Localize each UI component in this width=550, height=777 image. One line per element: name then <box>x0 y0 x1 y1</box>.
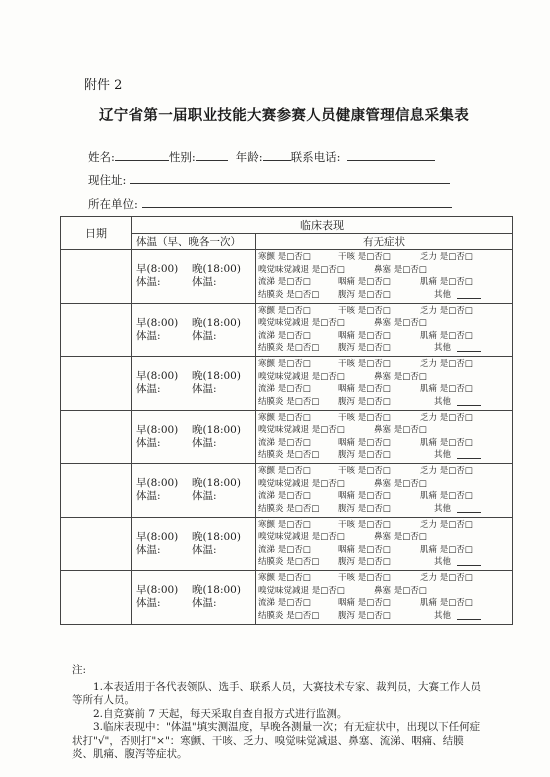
symptom-line <box>258 305 512 318</box>
morning-temp-label: 体温: <box>136 490 161 503</box>
symptom-item[interactable]: 嗅觉味觉减退 是□否□ <box>258 425 345 435</box>
morning-time-label: 早(8:00) <box>136 477 179 490</box>
evening-temp-label: 体温: <box>192 329 217 342</box>
symptom-item[interactable]: 腹泻 是□否□ <box>338 396 391 407</box>
evening-time-label: 晚(18:00) <box>192 370 241 383</box>
symptom-line <box>258 572 512 585</box>
symptom-item[interactable]: 肌痛 是□否□ <box>420 598 473 608</box>
evening-temp <box>192 584 241 610</box>
evening-temp <box>192 531 241 557</box>
symptom-item[interactable]: 干咳 是□否□ <box>338 359 391 369</box>
morning-time-label: 早(8:00) <box>136 316 179 329</box>
morning-time-label: 早(8:00) <box>136 584 179 597</box>
evening-temp-label: 体温: <box>192 383 217 396</box>
symptom-item[interactable]: 咽痛 是□否□ <box>338 437 391 448</box>
symptom-line <box>258 531 512 544</box>
symptom-line <box>258 437 512 450</box>
morning-time-label: 早(8:00) <box>136 530 179 543</box>
morning-temp <box>136 263 192 289</box>
date-cell[interactable] <box>61 464 132 518</box>
address-label: 现住址: <box>88 173 127 187</box>
table-row <box>61 571 513 625</box>
symptom-line <box>258 519 512 532</box>
symptom-item[interactable]: 结膜炎 是□否□ <box>258 557 320 567</box>
symptom-item[interactable]: 结膜炎 是□否□ <box>258 450 320 460</box>
evening-temp <box>192 424 241 450</box>
symptom-cell[interactable] <box>256 571 513 625</box>
symptom-item[interactable]: 其他 <box>434 343 452 353</box>
symptom-line <box>258 597 512 610</box>
symptom-item[interactable]: 肌痛 是□否□ <box>420 437 473 448</box>
evening-time-label: 晚(18:00) <box>192 477 241 490</box>
symptom-item[interactable]: 流涕 是□否□ <box>258 544 311 555</box>
symptom-item[interactable]: 其他 <box>434 610 452 621</box>
note-item: 3.临床表现中："体温"填实测温度，早晚各测量一次；有无症状中，出现以下任何症状打"√"，否则打"×"：寒颤、干咳、乏力、嗅觉味觉减退、鼻塞、流涕、咽痛、结膜炎、肌痛、腹泻等症状。 <box>72 721 481 760</box>
symptom-item[interactable]: 肌痛 是□否□ <box>420 384 473 394</box>
symptom-item[interactable]: 肌痛 是□否□ <box>420 330 473 341</box>
symptom-item[interactable]: 其他 <box>434 557 452 567</box>
table-row <box>61 250 513 304</box>
symptom-item[interactable]: 肌痛 是□否□ <box>420 491 473 501</box>
symptom-item[interactable]: 寒颤 是□否□ <box>258 412 311 423</box>
morning-time-label: 早(8:00) <box>136 370 179 383</box>
evening-time-label: 晚(18:00) <box>192 263 241 276</box>
date-cell[interactable] <box>61 303 132 357</box>
symptom-line <box>258 544 512 557</box>
temperature-cell[interactable] <box>132 303 256 357</box>
page-title: 辽宁省第一届职业技能大赛参赛人员健康管理信息采集表 <box>99 107 469 124</box>
evening-temp <box>192 477 241 503</box>
morning-time-label: 早(8:00) <box>136 423 179 436</box>
symptom-item[interactable]: 结膜炎 是□否□ <box>258 343 320 353</box>
note-item: 1.本表适用于各代表领队、选手、联系人员，大赛技术专家、裁判员，大赛工作人员等所有人员。 <box>72 680 482 706</box>
symptom-header: 有无症状 <box>256 234 513 250</box>
name-field[interactable] <box>115 149 169 161</box>
symptom-line <box>258 317 512 330</box>
symptom-line <box>258 264 512 277</box>
symptom-item[interactable]: 鼻塞 是□否□ <box>374 371 427 382</box>
symptom-line <box>258 503 512 516</box>
symptom-line <box>258 412 512 425</box>
symptom-item[interactable]: 鼻塞 是□否□ <box>374 585 427 596</box>
symptom-item[interactable]: 乏力 是□否□ <box>420 519 473 530</box>
evening-temp-label: 体温: <box>192 436 217 449</box>
symptom-cell[interactable] <box>256 303 513 357</box>
symptom-cell[interactable] <box>256 410 513 464</box>
unit-label: 所在单位: <box>88 197 138 211</box>
symptom-item[interactable]: 流涕 是□否□ <box>258 491 311 501</box>
temperature-cell[interactable] <box>132 464 256 518</box>
unit-row <box>88 196 452 212</box>
notes-section <box>72 664 482 762</box>
symptom-item[interactable]: 干咳 是□否□ <box>338 519 391 530</box>
symptom-line <box>258 251 512 264</box>
symptom-item[interactable]: 鼻塞 是□否□ <box>374 478 427 489</box>
evening-temp <box>192 317 241 343</box>
symptom-item[interactable]: 干咳 是□否□ <box>338 466 391 476</box>
address-row <box>88 172 450 188</box>
symptom-item[interactable]: 嗅觉味觉减退 是□否□ <box>258 478 345 489</box>
morning-temp <box>136 584 192 610</box>
symptom-item[interactable]: 寒颤 是□否□ <box>258 252 311 262</box>
symptom-cell[interactable] <box>256 357 513 411</box>
age-label: 年龄: <box>235 150 263 164</box>
symptom-line <box>258 371 512 384</box>
morning-temp <box>136 317 192 343</box>
symptom-line <box>258 396 512 409</box>
morning-temp <box>136 477 192 503</box>
symptom-item[interactable]: 嗅觉味觉减退 是□否□ <box>258 318 345 328</box>
symptom-item[interactable]: 嗅觉味觉减退 是□否□ <box>258 532 345 542</box>
clinical-header: 临床表现 <box>132 217 513 234</box>
symptom-item[interactable]: 流涕 是□否□ <box>258 437 311 448</box>
symptom-item[interactable]: 腹泻 是□否□ <box>338 289 391 300</box>
symptom-item[interactable]: 腹泻 是□否□ <box>338 503 391 514</box>
temperature-cell[interactable] <box>132 517 256 571</box>
symptom-item[interactable]: 咽痛 是□否□ <box>338 277 391 287</box>
symptom-item[interactable]: 乏力 是□否□ <box>420 359 473 369</box>
temperature-cell[interactable] <box>132 357 256 411</box>
symptom-item[interactable]: 腹泻 是□否□ <box>338 610 391 621</box>
evening-time-label: 晚(18:00) <box>192 530 241 543</box>
symptom-item[interactable]: 流涕 是□否□ <box>258 384 311 394</box>
symptom-item[interactable]: 乏力 是□否□ <box>420 252 473 262</box>
date-cell[interactable] <box>61 410 132 464</box>
morning-temp-label: 体温: <box>136 543 161 556</box>
symptom-item[interactable]: 寒颤 是□否□ <box>258 466 311 476</box>
symptom-item[interactable]: 结膜炎 是□否□ <box>258 289 320 300</box>
name-label: 姓名: <box>88 150 115 164</box>
date-cell[interactable] <box>61 250 132 304</box>
morning-temp-label: 体温: <box>136 329 161 342</box>
symptom-item[interactable]: 鼻塞 是□否□ <box>374 318 427 328</box>
personal-info-row <box>88 149 435 165</box>
evening-temp-label: 体温: <box>192 543 217 556</box>
symptom-item[interactable]: 腹泻 是□否□ <box>338 343 391 353</box>
temperature-cell[interactable] <box>132 571 256 625</box>
evening-temp <box>192 263 241 289</box>
symptom-line <box>258 383 512 396</box>
symptom-line <box>258 330 512 343</box>
symptom-line <box>258 276 512 289</box>
symptom-cell[interactable] <box>256 250 513 304</box>
table-row <box>61 464 513 518</box>
symptom-item[interactable]: 腹泻 是□否□ <box>338 450 391 460</box>
symptom-line <box>258 449 512 462</box>
symptom-item[interactable]: 肌痛 是□否□ <box>420 277 473 287</box>
evening-temp-label: 体温: <box>192 276 217 289</box>
symptom-item[interactable]: 流涕 是□否□ <box>258 598 311 608</box>
symptom-item[interactable]: 咽痛 是□否□ <box>338 491 391 501</box>
evening-time-label: 晚(18:00) <box>192 316 241 329</box>
morning-time-label: 早(8:00) <box>136 263 179 276</box>
age-field[interactable] <box>263 149 291 161</box>
morning-temp <box>136 424 192 450</box>
attachment-label: 附件 2 <box>84 78 123 93</box>
symptom-item[interactable]: 鼻塞 是□否□ <box>374 425 427 435</box>
phone-field[interactable] <box>347 149 435 161</box>
symptom-line <box>258 610 512 623</box>
symptom-item[interactable]: 结膜炎 是□否□ <box>258 503 320 514</box>
symptom-item[interactable]: 乏力 是□否□ <box>420 305 473 316</box>
evening-temp <box>192 370 241 396</box>
address-field[interactable] <box>130 172 450 184</box>
symptom-item[interactable]: 干咳 是□否□ <box>338 412 391 423</box>
morning-temp-label: 体温: <box>136 436 161 449</box>
morning-temp-label: 体温: <box>136 383 161 396</box>
symptom-item[interactable]: 其他 <box>434 289 452 300</box>
symptom-item[interactable]: 乏力 是□否□ <box>420 466 473 476</box>
note-item: 2.自竞赛前 7 天起，每天采取自查自报方式进行监测。 <box>93 707 348 720</box>
symptom-cell[interactable] <box>256 464 513 518</box>
symptom-item[interactable]: 结膜炎 是□否□ <box>258 610 320 621</box>
morning-temp <box>136 531 192 557</box>
symptom-line <box>258 358 512 371</box>
symptom-item[interactable]: 流涕 是□否□ <box>258 277 311 287</box>
symptom-line <box>258 424 512 437</box>
evening-time-label: 晚(18:00) <box>192 584 241 597</box>
symptom-item[interactable]: 嗅觉味觉减退 是□否□ <box>258 585 345 596</box>
symptom-item[interactable]: 咽痛 是□否□ <box>338 384 391 394</box>
symptom-item[interactable]: 干咳 是□否□ <box>338 573 391 583</box>
symptom-cell[interactable] <box>256 517 513 571</box>
symptom-item[interactable]: 流涕 是□否□ <box>258 330 311 341</box>
table-row <box>61 357 513 411</box>
notes-label: 注: <box>72 664 87 676</box>
symptom-line <box>258 490 512 503</box>
symptom-item[interactable]: 乏力 是□否□ <box>420 412 473 423</box>
symptom-item[interactable]: 咽痛 是□否□ <box>338 598 391 608</box>
evening-temp-label: 体温: <box>192 490 217 503</box>
table-row <box>61 303 513 357</box>
symptom-item[interactable]: 腹泻 是□否□ <box>338 557 391 567</box>
morning-temp-label: 体温: <box>136 597 161 610</box>
symptom-item[interactable]: 寒颤 是□否□ <box>258 305 311 316</box>
symptom-line <box>258 342 512 355</box>
table-row <box>61 410 513 464</box>
symptom-line <box>258 478 512 491</box>
symptom-item[interactable]: 咽痛 是□否□ <box>338 544 391 555</box>
date-header: 日期 <box>61 217 132 250</box>
temperature-header: 体温（早、晚各一次） <box>132 234 256 250</box>
symptom-item[interactable]: 其他 <box>434 503 452 514</box>
morning-temp <box>136 370 192 396</box>
symptom-item[interactable]: 结膜炎 是□否□ <box>258 396 320 407</box>
symptom-line <box>258 585 512 598</box>
symptom-item[interactable]: 肌痛 是□否□ <box>420 544 473 555</box>
table-row <box>61 517 513 571</box>
phone-label: 联系电话: <box>290 150 341 164</box>
date-cell[interactable] <box>61 571 132 625</box>
gender-field[interactable] <box>196 149 228 161</box>
symptom-line <box>258 465 512 478</box>
symptom-item[interactable]: 其他 <box>434 450 452 460</box>
temperature-cell[interactable] <box>132 410 256 464</box>
symptom-item[interactable]: 嗅觉味觉减退 是□否□ <box>258 371 345 382</box>
morning-temp-label: 体温: <box>136 276 161 289</box>
symptom-item[interactable]: 鼻塞 是□否□ <box>374 264 427 275</box>
date-cell[interactable] <box>61 357 132 411</box>
symptom-item[interactable]: 乏力 是□否□ <box>420 573 473 583</box>
health-table <box>60 216 513 625</box>
temperature-cell[interactable] <box>132 250 256 304</box>
symptom-item[interactable]: 干咳 是□否□ <box>338 305 391 316</box>
symptom-item[interactable]: 干咳 是□否□ <box>338 252 391 262</box>
gender-label: 性别: <box>168 150 196 164</box>
symptom-line <box>258 289 512 302</box>
symptom-line <box>258 556 512 569</box>
symptom-item[interactable]: 寒颤 是□否□ <box>258 359 311 369</box>
symptom-item[interactable]: 其他 <box>434 396 452 407</box>
symptom-item[interactable]: 鼻塞 是□否□ <box>374 532 427 542</box>
date-cell[interactable] <box>61 517 132 571</box>
symptom-item[interactable]: 咽痛 是□否□ <box>338 330 391 341</box>
symptom-item[interactable]: 嗅觉味觉减退 是□否□ <box>258 264 345 275</box>
symptom-item[interactable]: 寒颤 是□否□ <box>258 573 311 583</box>
evening-temp-label: 体温: <box>192 597 217 610</box>
symptom-item[interactable]: 寒颤 是□否□ <box>258 519 311 530</box>
unit-field[interactable] <box>142 196 452 208</box>
evening-time-label: 晚(18:00) <box>192 423 241 436</box>
